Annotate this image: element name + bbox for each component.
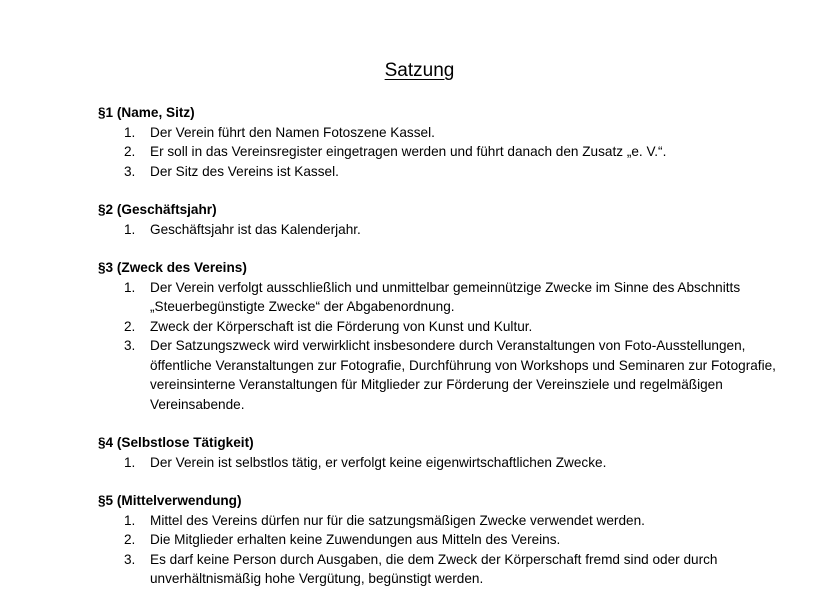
list-number: 1.: [124, 512, 136, 528]
list-item-text: Die Mitglieder erhalten keine Zuwendungen aus Mitteln des Vereins.: [150, 532, 561, 547]
list-number: 1.: [124, 221, 136, 237]
list-item-text: Zweck der Körperschaft ist die Förderung von Kunst und Kultur.: [150, 318, 533, 334]
section-heading: §1 (Name, Sitz): [98, 105, 195, 120]
list-number: 1.: [124, 454, 136, 470]
list-item-text: Mittel des Vereins dürfen nur für die satzungsmäßigen Zwecke verwendet werden.: [150, 512, 645, 528]
section-name-sitz: [98, 103, 778, 181]
section-list: [98, 220, 778, 240]
list-number: 1.: [124, 279, 136, 295]
list-number: 3.: [124, 163, 136, 179]
list-item: [98, 550, 778, 589]
list-number: 3.: [124, 551, 136, 567]
list-item: [98, 220, 778, 240]
list-item: [98, 142, 778, 162]
list-item-text: Der Verein führt den Namen Fotoszene Kassel.: [150, 124, 435, 140]
section-zweck: [98, 258, 778, 414]
list-item: [98, 453, 778, 473]
section-list: [98, 278, 778, 415]
list-item: [98, 123, 778, 143]
list-number: 1.: [124, 124, 136, 140]
list-number: 2.: [124, 532, 136, 547]
list-item: [98, 162, 778, 182]
list-item: [98, 511, 778, 531]
section-list: [98, 123, 778, 182]
list-item-text: Geschäftsjahr ist das Kalenderjahr.: [150, 221, 361, 237]
list-item: [98, 278, 778, 317]
list-item: [98, 317, 778, 337]
list-item-text: Er soll in das Vereinsregister eingetragen werden und führt danach den Zusatz „e. V.“.: [150, 144, 667, 159]
list-item: [98, 530, 778, 550]
list-item: [98, 336, 778, 414]
section-heading: §3 (Zweck des Vereins): [98, 260, 247, 275]
section-heading: §5 (Mittelverwendung): [98, 493, 242, 508]
section-mittelverwendung: [98, 491, 778, 589]
section-selbstlos: [98, 433, 778, 472]
list-number: 2.: [124, 318, 136, 334]
list-item-text: Der Sitz des Vereins ist Kassel.: [150, 163, 339, 179]
list-item-text: Der Verein ist selbstlos tätig, er verfolgt keine eigenwirtschaftlichen Zwecke.: [150, 454, 607, 470]
section-list: [98, 453, 778, 473]
section-list: [98, 511, 778, 589]
section-geschaeftsjahr: [98, 200, 778, 239]
list-number: 3.: [124, 338, 136, 353]
list-number: 2.: [124, 144, 136, 159]
list-item-text: Der Satzungszweck wird verwirklicht insbesondere durch Veranstaltungen von Foto-Ausstellungen, öffentliche Veranstaltungen zur Fotografie, Durchführung von Workshops und Seminaren zur Fotografie, vereinsinterne Veranstaltungen für Mitglieder zur Förderung der Vereinsziele und regelmäßigen Vereinsabende.: [150, 338, 776, 412]
page-title: Satzung: [384, 60, 455, 81]
list-item-text: Es darf keine Person durch Ausgaben, die dem Zweck der Körperschaft fremd sind oder durch unverhältnismäßig hohe Vergütung, begünstigt werden.: [150, 551, 718, 586]
section-heading: §4 (Selbstlose Tätigkeit): [98, 435, 254, 450]
section-heading: §2 (Geschäftsjahr): [98, 202, 217, 217]
list-item-text: Der Verein verfolgt ausschließlich und unmittelbar gemeinnützige Zwecke im Sinne des Abschnitts „Steuerbegünstigte Zwecke“ der Abgabenordnung.: [150, 279, 741, 314]
